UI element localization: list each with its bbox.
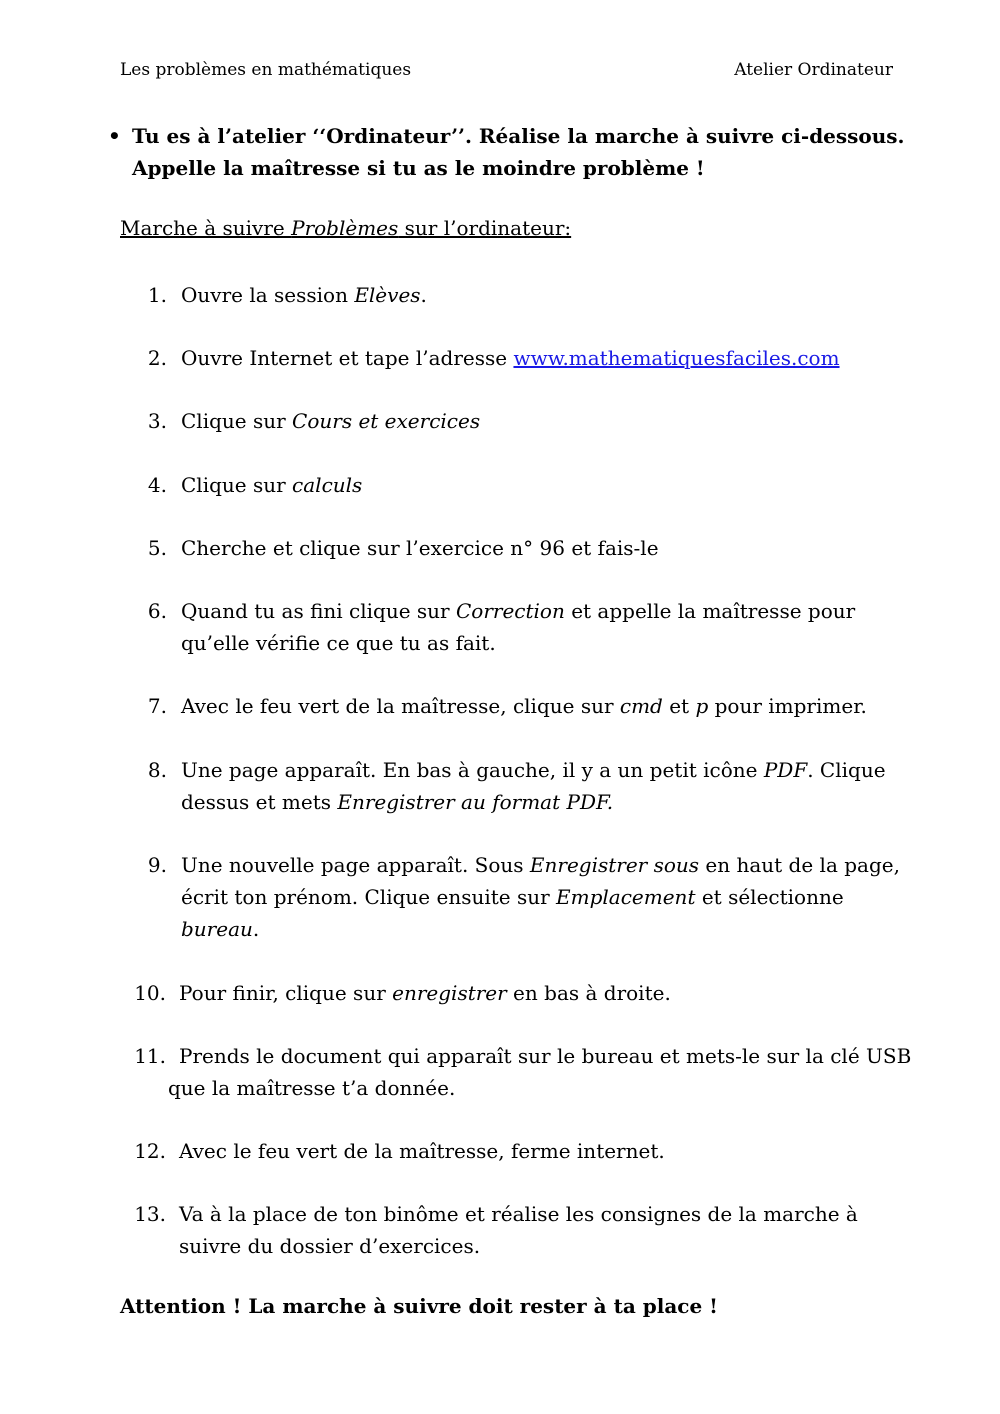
step-text-line <box>179 1230 480 1262</box>
step-number: 13. <box>134 1202 166 1226</box>
step-text: Avec le feu vert de la maîtresse, clique sur <box>181 694 620 718</box>
step-number: 7. <box>147 694 167 718</box>
step-number: 9. <box>147 853 167 877</box>
step-number: 4. <box>147 473 167 497</box>
step-text-line <box>181 690 867 722</box>
step-text: Quand tu as fini clique sur <box>181 599 456 623</box>
step-text: suivre du dossier d’exercices. <box>179 1234 481 1258</box>
list-item <box>0 754 1000 818</box>
list-item <box>0 1198 1000 1262</box>
procedure-heading-emphasis: Problèmes <box>291 216 399 240</box>
emphasized-term: p <box>695 694 709 718</box>
step-text: que la maîtresse t’a donnée. <box>168 1076 456 1100</box>
list-item <box>0 595 1000 659</box>
step-text: Une page apparaît. En bas à gauche, il y a un petit icône <box>181 758 764 782</box>
emphasized-term: Correction <box>455 599 565 623</box>
step-text: pour imprimer. <box>708 694 867 718</box>
emphasized-term: Enregistrer sous <box>529 853 700 877</box>
step-text: et <box>662 694 696 718</box>
step-text: et appelle la maîtresse pour <box>564 599 856 623</box>
step-number: 3. <box>147 409 167 433</box>
step-text-line <box>181 405 480 437</box>
procedure-heading <box>120 216 571 240</box>
step-text: . <box>252 917 260 941</box>
step-text: . Clique <box>807 758 886 782</box>
emphasized-term: Elèves <box>354 283 421 307</box>
step-text: écrit ton prénom. Clique ensuite sur <box>181 885 557 909</box>
step-number: 11. <box>134 1044 166 1068</box>
emphasized-term: Enregistrer au format PDF. <box>337 790 614 814</box>
step-text-line <box>181 627 496 659</box>
step-number: 2. <box>147 346 167 370</box>
list-item <box>0 342 1000 374</box>
step-text-line <box>181 342 840 374</box>
step-text: Une nouvelle page apparaît. Sous <box>181 853 530 877</box>
list-item <box>0 279 1000 311</box>
emphasized-term: bureau <box>181 917 253 941</box>
list-item <box>0 690 1000 722</box>
header-workshop: Atelier Ordinateur <box>734 60 893 80</box>
list-item <box>0 532 1000 564</box>
step-text-line <box>179 1040 911 1072</box>
emphasized-term: PDF <box>763 758 808 782</box>
step-text-line <box>181 532 659 564</box>
emphasized-term: Emplacement <box>556 885 696 909</box>
list-item <box>0 469 1000 501</box>
step-number: 8. <box>147 758 167 782</box>
list-item <box>0 849 1000 945</box>
page-header <box>120 60 893 86</box>
emphasized-term: calculs <box>292 473 363 497</box>
intro-line-2: Appelle la maîtresse si tu as le moindre problème ! <box>132 156 705 180</box>
step-text-line <box>168 1072 455 1104</box>
step-text-line <box>181 913 259 945</box>
step-text: Va à la place de ton binôme et réalise les consignes de la marche à <box>179 1202 858 1226</box>
step-text: en haut de la page, <box>699 853 900 877</box>
step-text: Clique sur <box>181 473 293 497</box>
step-text-line <box>181 786 613 818</box>
step-number: 10. <box>134 981 166 1005</box>
step-text: Cherche et clique sur l’exercice n° 96 et fais-le <box>181 536 659 560</box>
emphasized-term: enregistrer <box>392 981 507 1005</box>
step-text: Avec le feu vert de la maîtresse, ferme internet. <box>179 1139 665 1163</box>
procedure-heading-part3: sur l’ordinateur: <box>398 216 572 240</box>
step-text: Pour finir, clique sur <box>179 981 393 1005</box>
step-text-line <box>181 279 427 311</box>
intro-line-1: Tu es à l’atelier ‘‘Ordinateur’’. Réalise la marche à suivre ci-dessous. <box>132 124 905 148</box>
step-text: dessus et mets <box>181 790 338 814</box>
step-text: en bas à droite. <box>506 981 671 1005</box>
warning-note: Attention ! La marche à suivre doit rester à ta place ! <box>120 1294 718 1318</box>
header-title: Les problèmes en mathématiques <box>120 60 412 80</box>
step-text: . <box>420 283 427 307</box>
step-text-line <box>179 977 671 1009</box>
step-text-line <box>181 754 886 786</box>
step-text: Prends le document qui apparaît sur le bureau et mets-le sur la clé USB <box>179 1044 912 1068</box>
step-text-line <box>181 469 362 501</box>
step-text: Clique sur <box>181 409 293 433</box>
step-number: 12. <box>134 1139 166 1163</box>
list-item <box>0 1135 1000 1167</box>
emphasized-term: Cours et exercices <box>292 409 481 433</box>
step-text: Ouvre Internet et tape l’adresse <box>181 346 514 370</box>
step-number: 6. <box>147 599 167 623</box>
step-text: Ouvre la session <box>181 283 355 307</box>
list-item <box>0 405 1000 437</box>
emphasized-term: cmd <box>619 694 663 718</box>
bullet-icon: • <box>108 124 121 148</box>
step-text: et sélectionne <box>695 885 844 909</box>
step-number: 1. <box>147 283 167 307</box>
step-text: qu’elle vérifie ce que tu as fait. <box>181 631 496 655</box>
list-item <box>0 1040 1000 1104</box>
step-text-line <box>181 595 855 627</box>
intro-text <box>132 120 905 184</box>
website-link[interactable]: www.mathematiquesfaciles.com <box>513 346 840 370</box>
step-text-line <box>181 881 844 913</box>
step-number: 5. <box>147 536 167 560</box>
list-item <box>0 977 1000 1009</box>
step-text-line <box>179 1198 858 1230</box>
step-text-line <box>181 849 900 881</box>
step-text-line <box>179 1135 665 1167</box>
procedure-heading-part1: Marche à suivre <box>120 216 292 240</box>
